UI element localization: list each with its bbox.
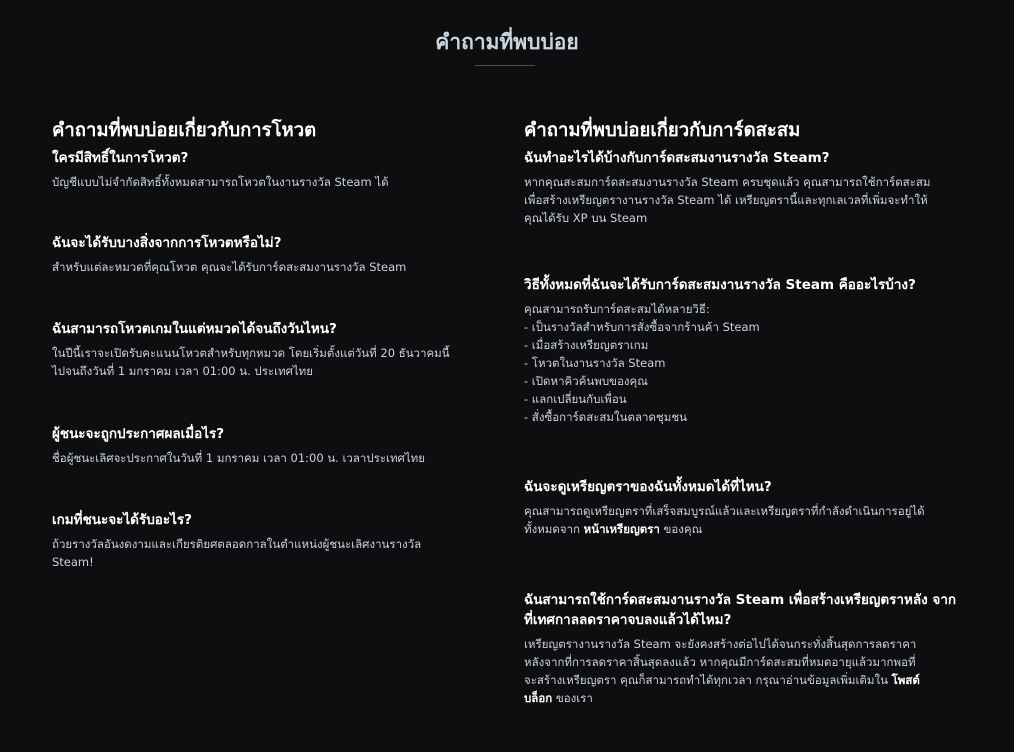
voting-faq-section: [52, 117, 482, 571]
faq-item: [524, 590, 964, 707]
faq-answer-text: ทั้งหมดจาก: [524, 522, 584, 536]
faq-answer-text: ของเรา: [552, 691, 593, 705]
faq-question: วิธีทั้งหมดที่ฉันจะได้รับการ์ดสะสมงานรางวัล Steam คืออะไรบ้าง?: [524, 277, 916, 293]
faq-question: เกมที่ชนะจะได้รับอะไร?: [52, 512, 192, 528]
faq-question: ใครมีสิทธิ์ในการโหวต?: [52, 150, 189, 166]
page-title: คำถามที่พบบ่อย: [435, 30, 579, 54]
faq-answer-line: [524, 520, 964, 538]
title-divider: [475, 65, 535, 66]
faq-question: ฉันจะดูเหรียญตราของฉันทั้งหมดได้ที่ไหน?: [524, 479, 772, 495]
faq-answer: [52, 344, 482, 380]
faq-answer: สำหรับแต่ละหมวดที่คุณโหวต คุณจะได้รับการ์ดสะสมงานรางวัล Steam: [52, 260, 407, 274]
faq-item: [524, 148, 964, 227]
faq-answer: บัญชีแบบไม่จำกัดสิทธิ์ทั้งหมดสามารถโหวตในงานรางวัล Steam ได้: [52, 175, 389, 189]
faq-answer: [524, 635, 964, 707]
faq-answer-intro: คุณสามารถรับการ์ดสะสมได้หลายวิธี:: [524, 302, 710, 316]
faq-answer-line: Steam!: [52, 555, 94, 569]
faq-item: [52, 148, 482, 191]
faq-item: [52, 233, 482, 276]
blog-post-link[interactable]: โพสต์: [891, 673, 920, 687]
faq-answer-line: เพื่อสร้างเหรียญตรางานรางวัล Steam ได้ เหรียญตรานี้และทุกเลเวลที่เพิ่มจะทำให้: [524, 193, 928, 207]
list-item: - สั่งซื้อการ์ดสะสมในตลาดชุมชน: [524, 410, 687, 424]
badges-page-link[interactable]: หน้าเหรียญตรา: [583, 522, 660, 536]
faq-answer-line: หลังจากที่การลดราคาสิ้นสุดลงแล้ว หากคุณมีการ์ดสะสมที่หมดอายุแล้วมากพอที่: [524, 655, 916, 669]
list-item: - เมื่อสร้างเหรียญตราเกม: [524, 338, 649, 352]
voting-faq-heading: คำถามที่พบบ่อยเกี่ยวกับการโหวต: [52, 120, 317, 141]
faq-item: [52, 424, 482, 467]
list-item: - เปิดหาคิวค้นพบของคุณ: [524, 374, 648, 388]
faq-question: [524, 590, 964, 630]
list-item: - โหวตในงานรางวัล Steam: [524, 356, 666, 370]
faq-answer-line: คุณได้รับ XP บน Steam: [524, 211, 648, 225]
faq-item: [52, 510, 482, 571]
faq-question: ฉันสามารถโหวตเกมในแต่หมวดได้จนถึงวันไหน?: [52, 321, 337, 337]
ways-to-earn-list: [524, 318, 964, 426]
blog-post-link[interactable]: บล็อก: [524, 691, 553, 705]
faq-answer-line: [524, 689, 964, 707]
faq-answer-text: ของคุณ: [659, 522, 703, 536]
faq-answer: [524, 502, 964, 538]
faq-answer: [52, 535, 482, 571]
faq-item: [52, 319, 482, 380]
faq-answer-text: จะสร้างเหรียญตรา คุณก็สามารถทำได้ทุกเวลา กรุณาอ่านข้อมูลเพิ่มเติมใน: [524, 673, 892, 687]
list-item: - แลกเปลี่ยนกับเพื่อน: [524, 392, 627, 406]
faq-question: ผู้ชนะจะถูกประกาศผลเมื่อไร?: [52, 426, 225, 442]
cards-faq-section: [524, 117, 964, 707]
list-item: - เป็นรางวัลสำหรับการสั่งซื้อจากร้านค้า Steam: [524, 320, 760, 334]
faq-question: ฉันจะได้รับบางสิ่งจากการโหวตหรือไม่?: [52, 235, 282, 251]
faq-answer: ชื่อผู้ชนะเลิศจะประกาศในวันที่ 1 มกราคม เวลา 01:00 น. เวลาประเทศไทย: [52, 451, 425, 465]
faq-answer-line: เหรียญตรางานรางวัล Steam จะยังคงสร้างต่อไปได้จนกระทั่งสิ้นสุดการลดราคา: [524, 637, 917, 651]
faq-answer: [524, 300, 964, 426]
faq-question: ฉันทำอะไรได้บ้างกับการ์ดสะสมงานรางวัล Steam?: [524, 150, 830, 166]
cards-faq-heading: คำถามที่พบบ่อยเกี่ยวกับการ์ดสะสม: [524, 120, 801, 141]
faq-item: [524, 477, 964, 538]
faq-item: [524, 275, 964, 426]
faq-answer: [524, 173, 964, 227]
faq-answer-line: คุณสามารถดูเหรียญตราที่เสร็จสมบูรณ์แล้วและเหรียญตราที่กำลังดำเนินการอยู่ได้: [524, 504, 925, 518]
faq-answer-line: ไปจนถึงวันที่ 1 มกราคม เวลา 01:00 น. ประเทศไทย: [52, 364, 313, 378]
faq-question-line: จากที่เทศกาลลดราคาจบลงแล้วได้ไหม?: [524, 592, 957, 628]
faq-answer-line: ในปีนี้เราจะเปิดรับคะแนนโหวตสำหรับทุกหมวด โดยเริ่มตั้งแต่วันที่ 20 ธันวาคมนี้: [52, 346, 450, 360]
faq-answer-line: ถ้วยรางวัลอันงดงามและเกียรติยศตลอดกาลในตำแหน่งผู้ชนะเลิศงานรางวัล: [52, 537, 422, 551]
faq-answer-line: หากคุณสะสมการ์ดสะสมงานรางวัล Steam ครบชุดแล้ว คุณสามารถใช้การ์ดสะสม: [524, 175, 931, 189]
faq-question-line: ฉันสามารถใช้การ์ดสะสมงานรางวัล Steam เพื่อสร้างเหรียญตราหลัง: [524, 592, 928, 608]
faq-answer-line: [524, 671, 964, 689]
